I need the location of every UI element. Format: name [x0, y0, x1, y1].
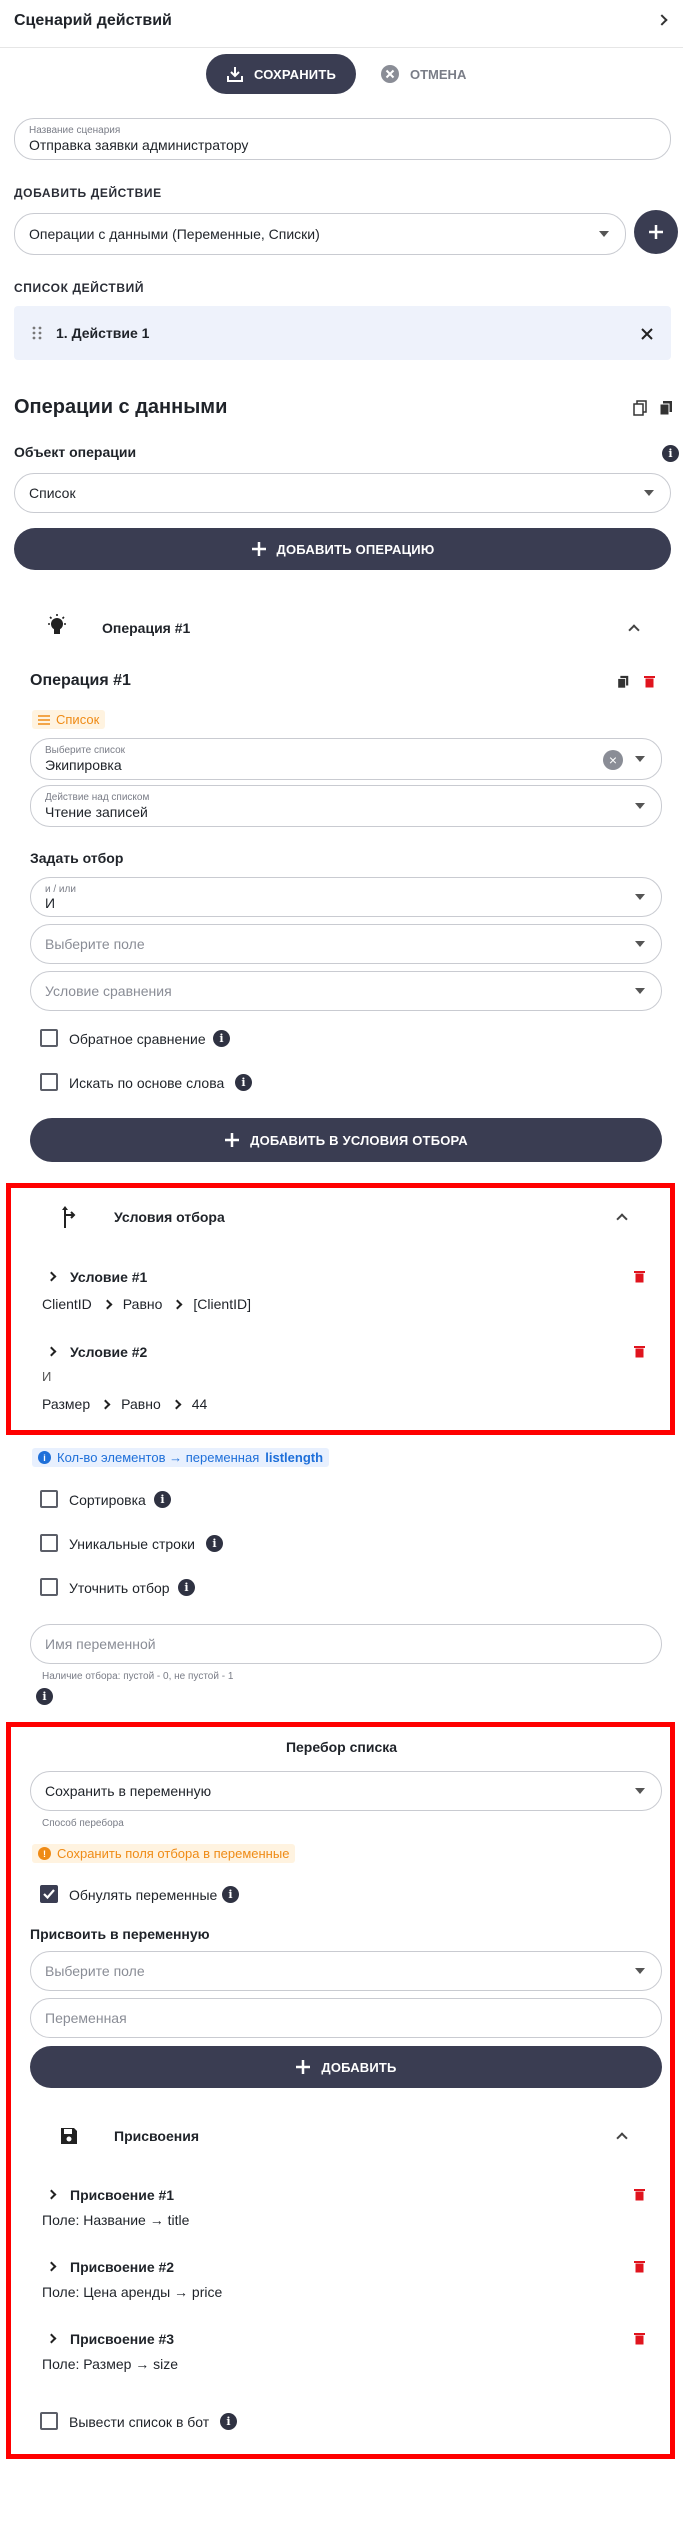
iteration-mode-value: Сохранить в переменную — [45, 1783, 212, 1799]
data-ops-title: Операции с данными — [14, 396, 228, 418]
list-action-value: Чтение записей — [45, 804, 148, 820]
action-item-label: 1. Действие 1 — [56, 325, 150, 341]
copy-icon[interactable] — [632, 400, 648, 416]
cancel-button-label: ОТМЕНА — [410, 66, 467, 82]
actions-list-label: СПИСОК ДЕЙСТВИЙ — [14, 281, 145, 295]
add-condition-button[interactable] — [30, 1118, 662, 1162]
trash-icon[interactable] — [634, 2332, 645, 2345]
chevron-down-icon — [644, 490, 654, 496]
assignment-title[interactable]: Присвоение #3 — [70, 2331, 175, 2347]
save-button[interactable] — [206, 54, 356, 94]
chevron-right-icon — [171, 1399, 181, 1409]
assign-field-placeholder: Выберите поле — [45, 1963, 145, 1979]
list-select-value: Экипировка — [45, 757, 122, 773]
plus-icon — [295, 2059, 311, 2075]
operation-accordion-title[interactable]: Операция #1 — [102, 620, 191, 636]
chevron-right-icon — [173, 1299, 183, 1309]
chevron-down-icon — [635, 988, 645, 994]
logic-select[interactable] — [30, 877, 662, 917]
drag-handle-icon[interactable] — [32, 326, 42, 340]
chevron-down-icon — [635, 941, 645, 947]
output-to-bot-checkbox[interactable] — [40, 2412, 58, 2430]
action-type-select[interactable] — [14, 213, 626, 255]
add-condition-label: ДОБАВИТЬ В УСЛОВИЯ ОТБОРА — [250, 1132, 468, 1148]
remove-action-icon[interactable] — [641, 328, 653, 340]
condition-path — [42, 1296, 251, 1312]
iteration-highlight — [6, 1722, 675, 2459]
list-select[interactable] — [30, 738, 662, 780]
conditions-title[interactable]: Условия отбора — [114, 1209, 225, 1225]
unique-rows-checkbox[interactable] — [40, 1534, 58, 1552]
assignment-text: Поле: Название → title — [42, 2212, 190, 2228]
filter-field-placeholder: Выберите поле — [45, 936, 145, 952]
operation-title: Операция #1 — [30, 672, 131, 689]
add-action-button[interactable] — [634, 210, 678, 254]
add-action-label: ДОБАВИТЬ ДЕЙСТВИЕ — [14, 186, 162, 200]
add-assignment-label: ДОБАВИТЬ — [321, 2059, 397, 2075]
sort-label: Сортировка — [69, 1492, 146, 1508]
trash-icon[interactable] — [634, 1345, 645, 1358]
trash-icon[interactable] — [644, 675, 655, 688]
count-variable-badge — [32, 1448, 329, 1467]
clear-icon[interactable]: × — [603, 750, 623, 770]
list-type-label: Список — [56, 712, 100, 727]
object-label: Объект операции — [14, 444, 137, 460]
cancel-button[interactable] — [380, 62, 466, 86]
plus-icon — [251, 541, 267, 557]
fork-icon — [62, 1206, 78, 1228]
chevron-right-icon — [102, 1299, 112, 1309]
chevron-down-icon — [599, 231, 609, 237]
condition-field: Размер — [42, 1396, 91, 1412]
download-icon — [226, 65, 244, 83]
list-icon — [38, 715, 50, 725]
plus-icon — [647, 223, 665, 241]
trash-icon[interactable] — [634, 1270, 645, 1283]
add-assignment-button[interactable] — [30, 2046, 662, 2088]
reverse-compare-checkbox[interactable] — [40, 1029, 58, 1047]
iteration-mode-hint: Способ перебора — [42, 1818, 124, 1829]
assignment-text: Поле: Размер → size — [42, 2356, 179, 2372]
assign-variable-placeholder: Переменная — [45, 2010, 127, 2026]
reverse-compare-label: Обратное сравнение — [69, 1031, 206, 1047]
info-icon[interactable]: i — [662, 445, 679, 462]
assign-variable-input[interactable] — [30, 1998, 662, 2038]
refine-filter-label: Уточнить отбор — [69, 1580, 170, 1596]
assign-title: Присвоить в переменную — [30, 1926, 210, 1942]
scenario-name-label: Название сценария — [29, 125, 121, 136]
save-fields-warning — [32, 1844, 295, 1863]
info-icon[interactable]: i — [36, 1688, 53, 1705]
list-type-badge — [32, 710, 105, 729]
scenario-name-value: Отправка заявки администратору — [29, 137, 249, 153]
word-search-checkbox[interactable] — [40, 1073, 58, 1091]
add-operation-label: ДОБАВИТЬ ОПЕРАЦИЮ — [276, 541, 435, 557]
unique-rows-label: Уникальные строки — [69, 1536, 195, 1552]
operation-object-select[interactable] — [14, 473, 671, 513]
chevron-down-icon — [635, 894, 645, 900]
list-select-label: Выберите список — [45, 745, 126, 756]
save-button-label: СОХРАНИТЬ — [253, 66, 337, 82]
chevron-up-icon[interactable] — [628, 624, 639, 635]
condition-path — [42, 1396, 207, 1412]
close-circle-icon — [380, 64, 400, 84]
output-to-bot-label: Вывести список в бот — [69, 2414, 210, 2430]
check-icon — [42, 1887, 56, 1901]
save-icon — [60, 2127, 78, 2145]
count-text: Кол-во элементов → переменная — [57, 1450, 260, 1465]
condition-value: 44 — [191, 1396, 208, 1412]
list-action-label: Действие над списком — [45, 792, 150, 803]
info-icon[interactable]: i — [154, 1491, 171, 1508]
logic-select-value: И — [45, 895, 56, 911]
condition-title[interactable]: Условие #1 — [70, 1269, 148, 1285]
list-action-select[interactable] — [30, 785, 662, 827]
count-variable: listlength — [265, 1450, 324, 1465]
condition-field: ClientID — [42, 1296, 92, 1312]
warning-icon: ! — [38, 1847, 51, 1860]
iteration-title: Перебор списка — [285, 1739, 398, 1755]
variable-name-input[interactable] — [30, 1624, 662, 1664]
scenario-name-field[interactable] — [14, 118, 671, 160]
condition-value: [ClientID] — [193, 1296, 251, 1312]
save-fields-warning-text: Сохранить поля отбора в переменные — [57, 1846, 290, 1861]
condition-operator: Равно — [121, 1396, 161, 1412]
trash-icon[interactable] — [634, 2260, 645, 2273]
info-icon[interactable]: i — [220, 2413, 237, 2430]
iteration-mode-select[interactable] — [30, 1771, 662, 1811]
info-icon: i — [38, 1451, 51, 1464]
assignment-title[interactable]: Присвоение #1 — [70, 2187, 175, 2203]
info-icon[interactable]: i — [222, 1886, 239, 1903]
assignment-text: Поле: Цена аренды → price — [42, 2284, 223, 2300]
chevron-right-icon — [101, 1399, 111, 1409]
action-list-item[interactable] — [14, 306, 671, 360]
copy-icon[interactable] — [616, 675, 630, 689]
chevron-down-icon — [635, 1968, 645, 1974]
reset-variables-label: Обнулять переменные — [69, 1887, 218, 1903]
operation-object-value: Список — [29, 485, 76, 501]
info-icon[interactable]: i — [178, 1579, 195, 1596]
chevron-down-icon — [635, 803, 645, 809]
word-search-label: Искать по основе слова — [69, 1075, 225, 1091]
trash-icon[interactable] — [634, 2188, 645, 2201]
paste-icon[interactable] — [658, 400, 674, 416]
condition-placeholder: Условие сравнения — [45, 983, 172, 999]
chevron-down-icon — [635, 756, 645, 762]
info-icon[interactable]: i — [213, 1030, 230, 1047]
assign-field-select[interactable] — [30, 1951, 662, 1991]
assignment-title[interactable]: Присвоение #2 — [70, 2259, 175, 2275]
filter-field-select[interactable] — [30, 924, 662, 964]
logic-select-label: и / или — [45, 884, 76, 895]
condition-logic-prefix: И — [42, 1369, 52, 1384]
condition-title[interactable]: Условие #2 — [70, 1344, 148, 1360]
plus-icon — [224, 1132, 240, 1148]
condition-operator: Равно — [122, 1296, 163, 1312]
chevron-down-icon — [635, 1788, 645, 1794]
variable-hint: Наличие отбора: пустой - 0, не пустой - 1 — [42, 1671, 234, 1682]
refine-filter-checkbox[interactable] — [40, 1578, 58, 1596]
info-icon[interactable]: i — [235, 1074, 252, 1091]
assignments-title[interactable]: Присвоения — [114, 2128, 199, 2144]
bulb-icon — [46, 614, 68, 638]
info-icon[interactable]: i — [206, 1535, 223, 1552]
reset-variables-checkbox[interactable] — [40, 1885, 58, 1903]
sort-checkbox[interactable] — [40, 1490, 58, 1508]
variable-name-placeholder: Имя переменной — [45, 1636, 156, 1652]
filter-title: Задать отбор — [30, 850, 124, 866]
condition-select[interactable] — [30, 971, 662, 1011]
add-operation-button[interactable] — [14, 528, 671, 570]
page-title: Сценарий действий — [14, 12, 172, 29]
action-type-value: Операции с данными (Переменные, Списки) — [29, 226, 320, 242]
